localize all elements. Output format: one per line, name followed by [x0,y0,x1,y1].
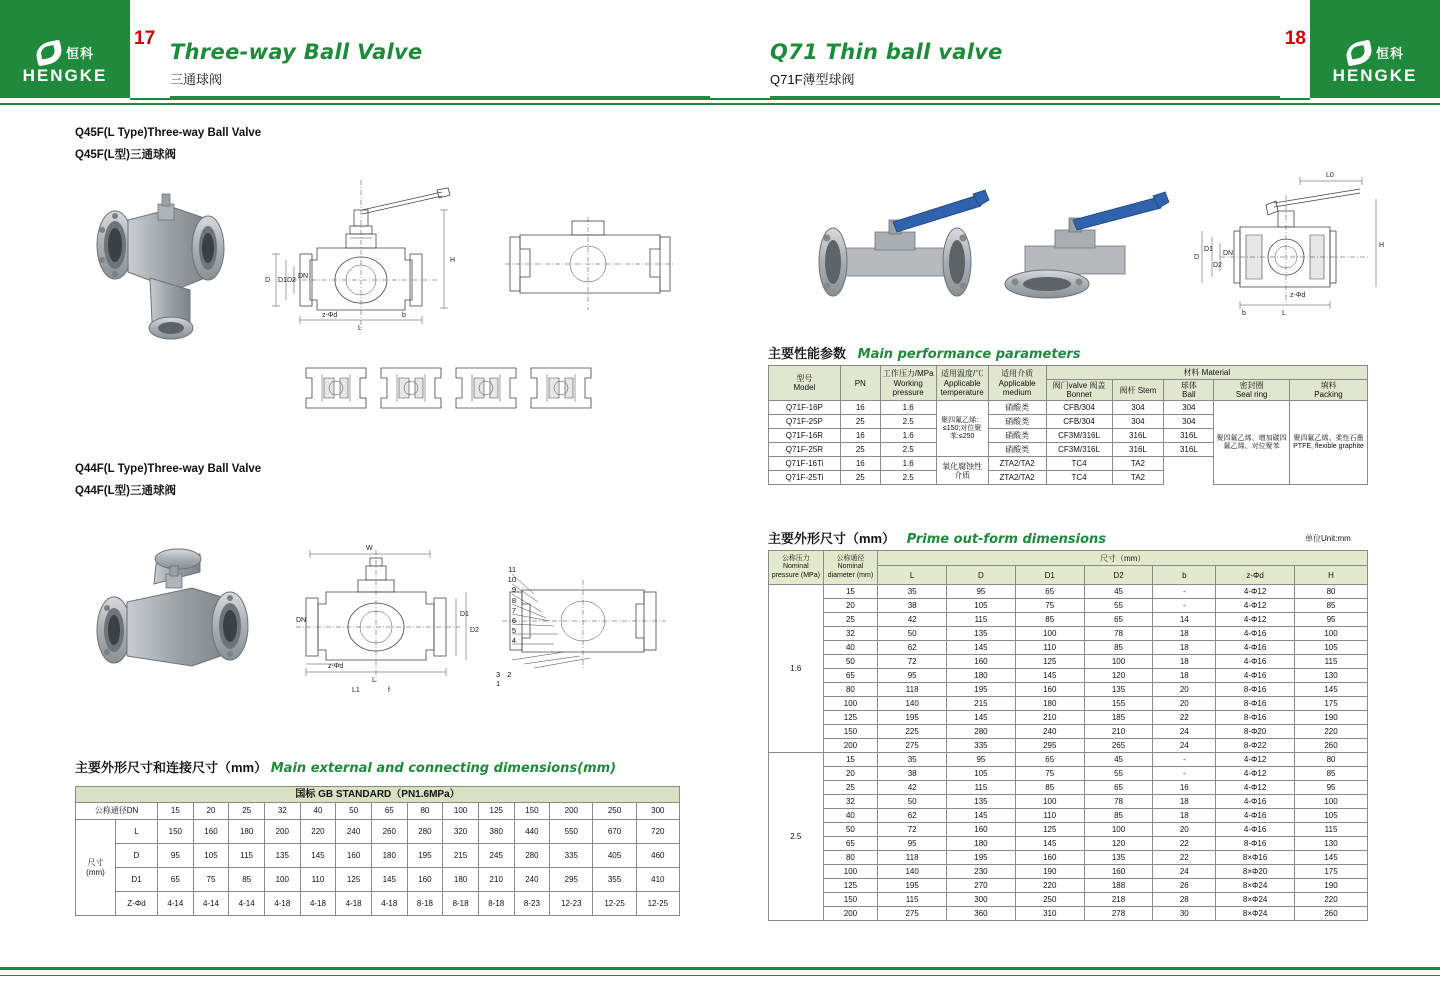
table-row: 50 72 160 125 100 20 4-Φ16 115 [769,823,1368,837]
table-row: 125 195 270 220 188 26 8×Φ24 190 [769,879,1368,893]
dn-cell: 300 [636,803,679,820]
table-row: Q71F-16Ti 16 1.6 氧化腐蚀性介质 ZTA2/TA2 TC4 TA2 [769,457,1368,471]
table-row: Q71F-16P 16 1.6 聚四氟乙烯：≤150;对位聚苯:≤250 硝酸类 CFB/304 304 304 聚四氟乙烯、增加碳四氟乙烯、对位聚苯 聚四氟乙烯、柔性石墨 PTFE, flexible graphite [769,401,1368,415]
photo-q71f-valve-2 [985,180,1170,310]
header-divider [130,98,1310,100]
header-material: 材料 Material [1046,366,1367,380]
header-dims: 尺寸（mm） [878,551,1368,566]
header-packing: 填料 Packing [1290,380,1368,401]
perf-heading [768,343,1081,362]
svg-text:L: L [372,677,376,684]
perf-heading-cn: 主要性能参数 [768,346,847,361]
dn-cell: 250 [593,803,636,820]
perf-heading-en: Main performance parameters [857,347,1081,362]
dn-cell: 200 [550,803,593,820]
table-row: 40 62 145 110 85 18 4-Φ16 105 [769,641,1368,655]
table-row: 80 118 195 160 135 20 8-Φ16 145 [769,683,1368,697]
left-table-size-label: 尺寸 (mm) [76,820,116,916]
dn-cell: 20 [193,803,229,820]
right-page-title [770,40,1280,98]
left-table-heading [75,757,616,776]
dn-cell: 40 [300,803,336,820]
dimension-table [768,550,1368,921]
header-ball: 球体 Ball [1164,380,1214,401]
left-title-cn: 三通球阀 [170,72,223,87]
cell-pressure-16: 1.6 [769,585,824,753]
performance-table [768,365,1368,485]
cell-seal-ring: 聚四氟乙烯、增加碳四氟乙烯、对位聚苯 [1214,401,1290,485]
svg-text:D: D [265,277,271,284]
footer-rule-2 [0,975,1440,976]
caption-q44f-en: Q44F(L Type)Three-way Ball Valve [75,463,262,475]
svg-text:D1: D1 [1204,246,1213,253]
dn-cell: 80 [407,803,443,820]
caption-q44f-cn: Q44F(L型)三通球阀 [75,485,176,497]
left-page-title [170,40,710,98]
cell-model: Q71F-16P [769,401,841,415]
drawing-section-variants [300,358,600,418]
drawing-q44f-section [494,560,674,700]
svg-text:DN: DN [296,617,307,624]
table-row: D1 65 75 85 100 110 125 145 160 180 210 240 295 355 410 [76,868,680,892]
table-row: 65 95 180 145 120 22 8-Φ16 130 [769,837,1368,851]
svg-text:b: b [1242,310,1246,317]
table-row: 200 275 360 310 278 30 8×Φ24 260 [769,907,1368,921]
svg-text:W: W [366,545,373,552]
left-table-dn-header: 公称通径DN [76,803,158,820]
header-temperature: 适用温度/℃ Applicable temperature [936,366,988,401]
table-row: 50 72 160 125 100 18 4-Φ16 115 [769,655,1368,669]
left-dimension-table [75,802,680,916]
drawing-q44f-front [270,540,490,700]
table-row: 25 42 115 85 65 14 4-Φ12 95 [769,613,1368,627]
header-pn: PN [840,366,880,401]
header-nominal-diameter: 公称通径 Nominal diameter (mm) [823,551,878,585]
dn-cell: 32 [264,803,300,820]
header-stem: 阀杆 Stem [1112,380,1164,401]
drawing-q45f-front [262,170,472,345]
table-row-header [769,551,1368,566]
svg-text:z-Φd: z-Φd [328,663,344,670]
table-row: 32 50 135 100 78 18 4-Φ16 100 [769,795,1368,809]
header-bar-left [0,0,130,28]
unit-note: 单位Unit:mm [1305,534,1351,543]
dn-cell: 65 [371,803,407,820]
header-model: 型号 Model [769,366,841,401]
cell-temperature: 聚四氟乙烯：≤150;对位聚苯:≤250 [936,401,988,457]
photo-q45f-valve [80,190,280,340]
table-row: 40 62 145 110 85 18 4-Φ16 105 [769,809,1368,823]
logo-left [0,28,130,98]
table-row: 125 195 145 210 185 22 8-Φ16 190 [769,711,1368,725]
svg-text:D1: D1 [460,611,469,618]
left-title-en: Three-way Ball Valve [170,40,423,64]
table-row: 尺寸 (mm) L 150 160 180 200 220 240 260 280 320 380 440 550 670 720 [76,820,680,844]
dn-cell: 100 [443,803,479,820]
header-seal-ring: 密封圈 Seal ring [1214,380,1290,401]
svg-text:L1: L1 [352,687,360,694]
header-D2: D2 [1084,566,1153,585]
photo-q44f-valve [82,540,282,690]
row-label: Z-Φd [116,892,158,916]
cell-pressure-25: 2.5 [769,753,824,921]
leaf-icon [1344,40,1374,67]
header-zd: z-Φd [1216,566,1295,585]
table-row: Q71F-25Ti 25 2.5 ZTA2/TA2 TC4 TA2 [769,471,1368,485]
header-bonnet: 阀门valve 阀盖 Bonnet [1046,380,1112,401]
svg-text:H: H [1379,242,1385,249]
header-working-pressure: 工作压力/MPa Working pressure [880,366,936,401]
table-row: 2.5 15 35 95 65 45 - 4-Φ12 80 [769,753,1368,767]
table-row-header [769,366,1368,380]
dn-cell: 125 [478,803,514,820]
svg-text:z-Φd: z-Φd [1290,292,1306,299]
svg-text:DN: DN [298,273,309,280]
table-row-header [76,803,680,820]
table-row: 20 38 105 75 55 - 4-Φ12 85 [769,767,1368,781]
left-table-heading-cn: 主要外形尺寸和连接尺寸（mm） [75,760,268,775]
table-row: 32 50 135 100 78 18 4-Φ16 100 [769,627,1368,641]
header-D: D [947,566,1016,585]
svg-text:L0: L0 [1326,172,1334,179]
table-row: 80 118 195 160 135 22 8×Φ16 145 [769,851,1368,865]
dim-heading [768,528,1106,547]
header-D1: D1 [1015,566,1084,585]
svg-text:D1: D1 [278,277,287,284]
drawing-callout-numbers: 11 10 9 8 7 6 5 4 [507,565,516,646]
footer-rule [0,967,1440,970]
left-table-banner: 国标 GB STANDARD（PN1.6MPa） [75,786,680,803]
drawing-callout-numbers-bottom: 3 2 1 [496,670,512,688]
table-row: 150 225 280 240 210 24 8-Φ20 220 [769,725,1368,739]
row-label: D1 [116,868,158,892]
table-row: 100 140 230 190 160 24 8×Φ20 175 [769,865,1368,879]
photo-q71f-valve-1 [805,180,990,310]
dn-cell: 50 [336,803,372,820]
svg-text:D2: D2 [470,627,479,634]
svg-text:b: b [402,312,406,319]
svg-text:L: L [1282,310,1286,317]
page-number-left: 17 [134,28,156,49]
table-row: 150 115 300 250 218 28 8×Φ24 220 [769,893,1368,907]
table-row: Q71F-25R 25 2.5 硝酸类 CF3M/316L 316L 316L [769,443,1368,457]
drawing-q71f-section [1190,155,1390,325]
svg-text:DN: DN [1223,250,1234,257]
dn-cell: 150 [514,803,550,820]
logo-right [1310,28,1440,98]
table-row: Z-Φd 4-14 4-14 4-14 4-18 4-18 4-18 4-18 8-18 8-18 8-18 8-23 12-23 12-25 12-25 [76,892,680,916]
brand-en: HENGKE [1332,66,1418,85]
svg-text:L: L [358,325,362,332]
svg-text:f: f [388,687,390,694]
svg-text:D2: D2 [1213,262,1222,269]
table-row: 1.6 15 35 95 65 45 - 4-Φ12 80 [769,585,1368,599]
table-row: 200 275 335 295 265 24 8-Φ22 260 [769,739,1368,753]
svg-text:z-Φd: z-Φd [322,312,338,319]
table-row: 65 95 180 145 120 18 4-Φ16 130 [769,669,1368,683]
page-number-right: 18 [1284,28,1306,49]
dim-heading-en: Prime out-form dimensions [906,532,1106,547]
header-bar-right [1310,0,1440,28]
svg-text:D2: D2 [287,277,296,284]
left-table-heading-en: Main external and connecting dimensions(mm) [270,761,617,776]
leaf-icon [34,40,64,67]
caption-q45f-cn: Q45F(L型)三通球阀 [75,149,176,161]
dn-cell: 25 [229,803,265,820]
table-row: 25 42 115 85 65 16 4-Φ12 95 [769,781,1368,795]
right-title-cn: Q71F薄型球阀 [770,72,855,87]
header-divider-2 [0,103,1440,105]
svg-text:D: D [1194,254,1200,261]
dim-heading-cn: 主要外形尺寸（mm） [768,531,896,546]
table-row: D 95 105 115 135 145 160 180 195 215 245 280 335 405 460 [76,844,680,868]
table-row: Q71F-25P 25 2.5 硝酸类 CFB/304 304 304 [769,415,1368,429]
cell-packing: 聚四氟乙烯、柔性石墨 PTFE, flexible graphite [1290,401,1368,485]
header-L: L [878,566,947,585]
header-H: H [1295,566,1368,585]
brand-cn: 恒科 [65,45,94,61]
table-row: 20 38 105 75 55 - 4-Φ12 85 [769,599,1368,613]
right-title-en: Q71 Thin ball valve [770,40,1003,64]
table-row: 100 140 215 180 155 20 8-Φ16 175 [769,697,1368,711]
caption-q45f-en: Q45F(L Type)Three-way Ball Valve [75,127,262,139]
row-label: D [116,844,158,868]
dn-cell: 15 [158,803,194,820]
header-b: b [1153,566,1216,585]
brand-en: HENGKE [22,66,108,85]
svg-text:H: H [450,257,456,264]
drawing-q45f-side [500,215,680,325]
brand-cn: 恒科 [1375,45,1404,61]
header-medium: 适用介质 Applicable medium [988,366,1046,401]
table-row: Q71F-16R 16 1.6 硝酸类 CF3M/316L 316L 316L [769,429,1368,443]
header-nominal-pressure: 公称压力 Nominal pressure (MPa) [769,551,824,585]
row-label: L [116,820,158,844]
